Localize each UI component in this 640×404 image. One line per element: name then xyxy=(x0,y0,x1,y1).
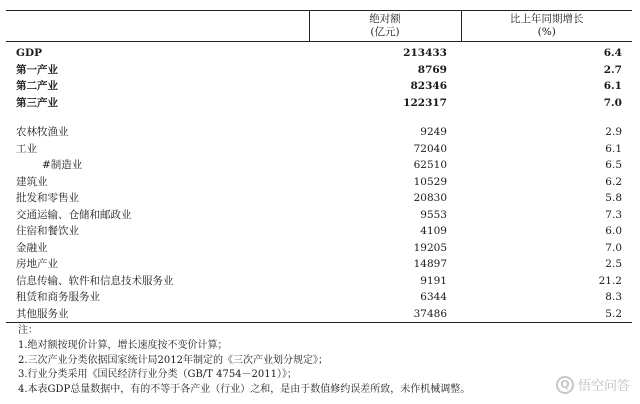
row-value: 14897 xyxy=(413,258,447,270)
row-name: 房地产业 xyxy=(16,258,58,270)
row-growth: 2.5 xyxy=(605,258,622,270)
gdp-table xyxy=(6,10,632,323)
row-growth: 21.2 xyxy=(598,274,622,287)
header-absolute-value xyxy=(309,11,461,42)
row-growth: 6.4 xyxy=(603,47,622,59)
row-name: 建筑业 xyxy=(16,175,48,188)
row-value: 9191 xyxy=(420,274,447,287)
header-growth xyxy=(461,11,632,42)
header-absolute-value-label: 绝对额 xyxy=(369,13,401,25)
table-row xyxy=(6,240,632,257)
row-value: 6344 xyxy=(420,291,447,303)
row-name: 租赁和商务服务业 xyxy=(16,291,100,303)
table-row xyxy=(6,141,632,158)
row-value: 82346 xyxy=(410,80,447,92)
table-spacer-row xyxy=(6,111,632,124)
watermark-text: 悟空问答 xyxy=(577,379,630,394)
row-growth: 7.0 xyxy=(603,96,622,109)
row-name: GDP xyxy=(16,47,42,59)
row-name: 信息传输、软件和信息技术服务业 xyxy=(16,274,174,287)
header-absolute-value-unit: (亿元) xyxy=(370,26,400,38)
row-name: 交通运输、仓储和邮政业 xyxy=(16,208,132,221)
note-item: 2.三次产业分类依据国家统计局2012年制定的《三次产业划分规定》； xyxy=(18,354,328,366)
table-row xyxy=(6,273,632,290)
header-name-cell xyxy=(6,11,309,42)
row-growth: 8.3 xyxy=(605,291,622,303)
row-growth: 6.1 xyxy=(605,142,622,155)
row-growth: 2.9 xyxy=(605,126,622,138)
row-value: 213433 xyxy=(403,47,447,59)
row-name: #制造业 xyxy=(42,159,83,171)
note-item: 4.本表GDP总量数据中，有的不等于各产业（行业）之和，是由于数值修约误差所致，未作机械调整。 xyxy=(18,384,471,396)
row-growth: 7.3 xyxy=(605,208,622,221)
table-row xyxy=(6,223,632,240)
row-growth: 7.0 xyxy=(605,241,622,254)
row-name: 住宿和餐饮业 xyxy=(16,225,79,237)
row-name: 第三产业 xyxy=(16,96,58,109)
note-item: 1.绝对额按现价计算，增长速度按不变价计算； xyxy=(18,339,228,351)
table-row xyxy=(6,289,632,306)
notes-heading: 注： xyxy=(18,325,38,336)
table-row xyxy=(6,256,632,273)
row-name: 其他服务业 xyxy=(6,306,309,323)
row-growth: 5.2 xyxy=(461,306,632,323)
row-value: 4109 xyxy=(420,225,447,237)
table-row xyxy=(6,157,632,174)
table-row xyxy=(6,174,632,191)
table-row xyxy=(6,78,632,95)
table-row xyxy=(6,207,632,224)
table-header-row xyxy=(6,11,632,42)
table-row xyxy=(6,95,632,112)
table-row xyxy=(6,62,632,79)
table-row xyxy=(6,42,632,62)
row-growth: 6.1 xyxy=(603,80,622,92)
row-value: 72040 xyxy=(413,142,447,155)
row-value: 62510 xyxy=(413,159,447,171)
wukong-logo-icon: Q xyxy=(556,376,574,394)
row-name: 批发和零售业 xyxy=(16,192,79,204)
row-value: 37486 xyxy=(309,306,461,323)
row-name: 农林牧渔业 xyxy=(16,126,69,138)
row-value: 19205 xyxy=(413,241,447,254)
row-value: 122317 xyxy=(403,96,447,109)
table-row xyxy=(6,306,632,323)
table-notes xyxy=(18,324,618,398)
table-row xyxy=(6,190,632,207)
row-value: 10529 xyxy=(413,175,447,188)
row-value: 20830 xyxy=(413,192,447,204)
header-growth-label: 比上年同期增长 xyxy=(510,13,584,25)
header-growth-unit: (%) xyxy=(537,26,556,38)
note-item: 3.行业分类采用《国民经济行业分类（GB/T 4754－2011）》； xyxy=(18,369,297,381)
row-growth: 2.7 xyxy=(603,63,622,76)
row-name: 第二产业 xyxy=(16,80,58,92)
row-name: 金融业 xyxy=(16,241,48,254)
row-growth: 5.8 xyxy=(605,192,622,204)
row-value: 9249 xyxy=(420,126,447,138)
row-name: 工业 xyxy=(16,142,37,155)
table-row xyxy=(6,124,632,141)
row-growth: 6.2 xyxy=(605,175,622,188)
watermark xyxy=(556,375,630,394)
row-name: 第一产业 xyxy=(16,63,58,76)
row-value: 8769 xyxy=(417,63,447,76)
row-growth: 6.0 xyxy=(605,225,622,237)
row-growth: 6.5 xyxy=(605,159,622,171)
row-value: 9553 xyxy=(420,208,447,221)
